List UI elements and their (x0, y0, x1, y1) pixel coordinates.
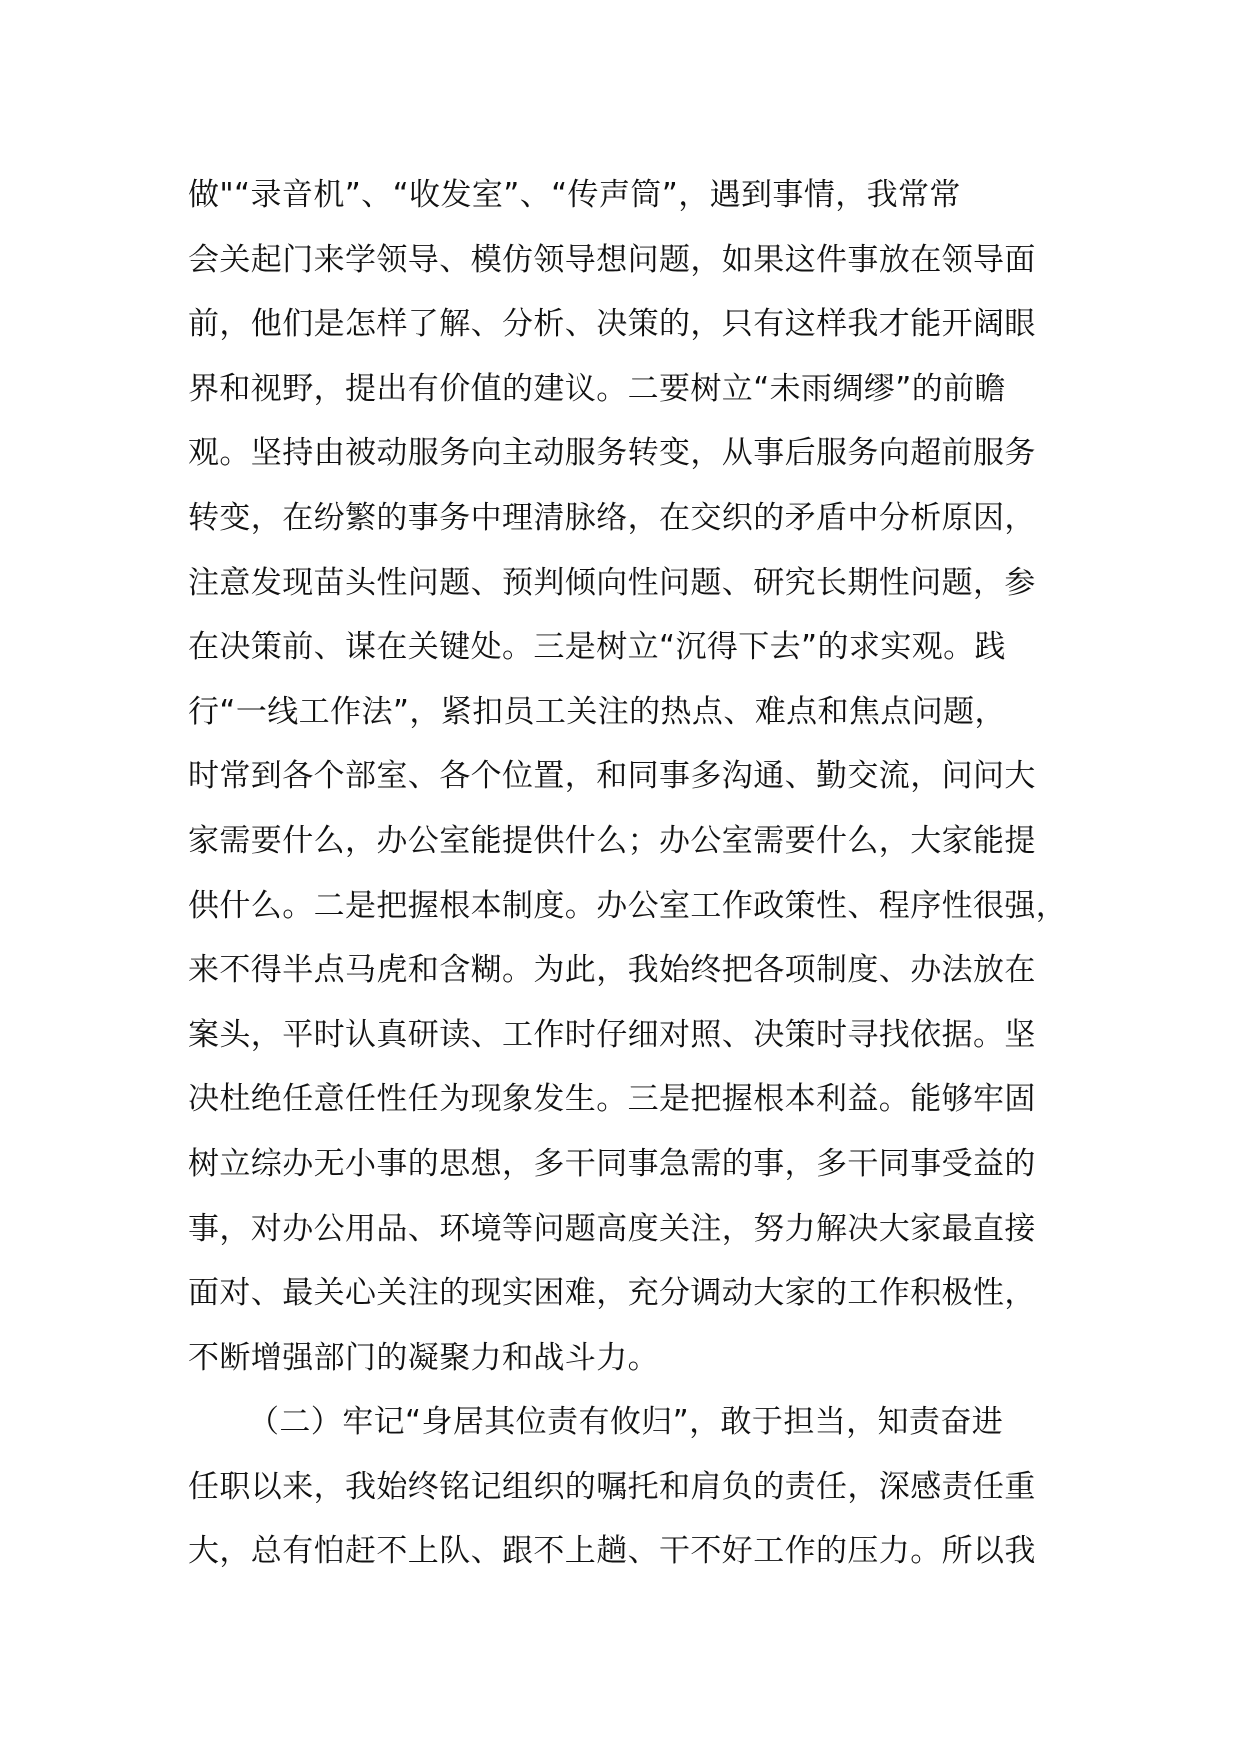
text-line: 来不得半点马虎和含糊。为此，我始终把各项制度、办法放在 (188, 952, 1036, 989)
text-line: 决杜绝任意任性任为现象发生。三是把握根本利益。能够牢固 (188, 1081, 1036, 1118)
text-line: 大，总有怕赶不上队、跟不上趟、干不好工作的压力。所以我 (188, 1533, 1036, 1570)
text-line: 行“一线工作法”，紧扣员工关注的热点、难点和焦点问题， (188, 693, 1006, 730)
text-line: 任职以来，我始终铭记组织的嘱托和肩负的责任，深感责任重 (188, 1468, 1036, 1505)
text-line: 在决策前、谋在关键处。三是树立“沉得下去”的求实观。践 (188, 629, 1006, 666)
text-line: 注意发现苗头性问题、预判倾向性问题、研究长期性问题，参 (188, 564, 1036, 601)
text-line: 时常到各个部室、各个位置，和同事多沟通、勤交流，问问大 (188, 758, 1036, 795)
text-line: 面对、最关心关注的现实困难，充分调动大家的工作积极性， (188, 1275, 1036, 1312)
text-line: 前，他们是怎样了解、分析、决策的，只有这样我才能开阔眼 (188, 306, 1036, 343)
text-line: 供什么。二是把握根本制度。办公室工作政策性、程序性很强， (188, 887, 1068, 924)
text-line: 观。坚持由被动服务向主动服务转变，从事后服务向超前服务 (188, 435, 1036, 472)
section-heading-line: （二）牢记“身居其位责有攸归”，敢于担当，知责奋进 (248, 1404, 1004, 1441)
text-line: 不断增强部门的凝聚力和战斗力。 (188, 1339, 659, 1376)
text-line: 家需要什么，办公室能提供什么；办公室需要什么，大家能提 (188, 822, 1036, 859)
text-line: 转变，在纷繁的事务中理清脉络，在交织的矛盾中分析原因， (188, 499, 1036, 536)
text-line: 做"“录音机”、“收发室”、“传声筒”，遇到事情，我常常 (188, 177, 961, 213)
text-line: 树立综办无小事的思想，多干同事急需的事，多干同事受益的 (188, 1145, 1036, 1182)
text-line: 会关起门来学领导、模仿领导想问题，如果这件事放在领导面 (188, 241, 1036, 278)
text-line: 界和视野，提出有价值的建议。二要树立“未雨绸缪”的前瞻 (188, 370, 1006, 407)
body-text (188, 163, 1088, 1584)
text-line: 案头，平时认真研读、工作时仔细对照、决策时寻找依据。坚 (188, 1016, 1036, 1053)
text-line: 事，对办公用品、环境等问题高度关注，努力解决大家最直接 (188, 1210, 1036, 1247)
